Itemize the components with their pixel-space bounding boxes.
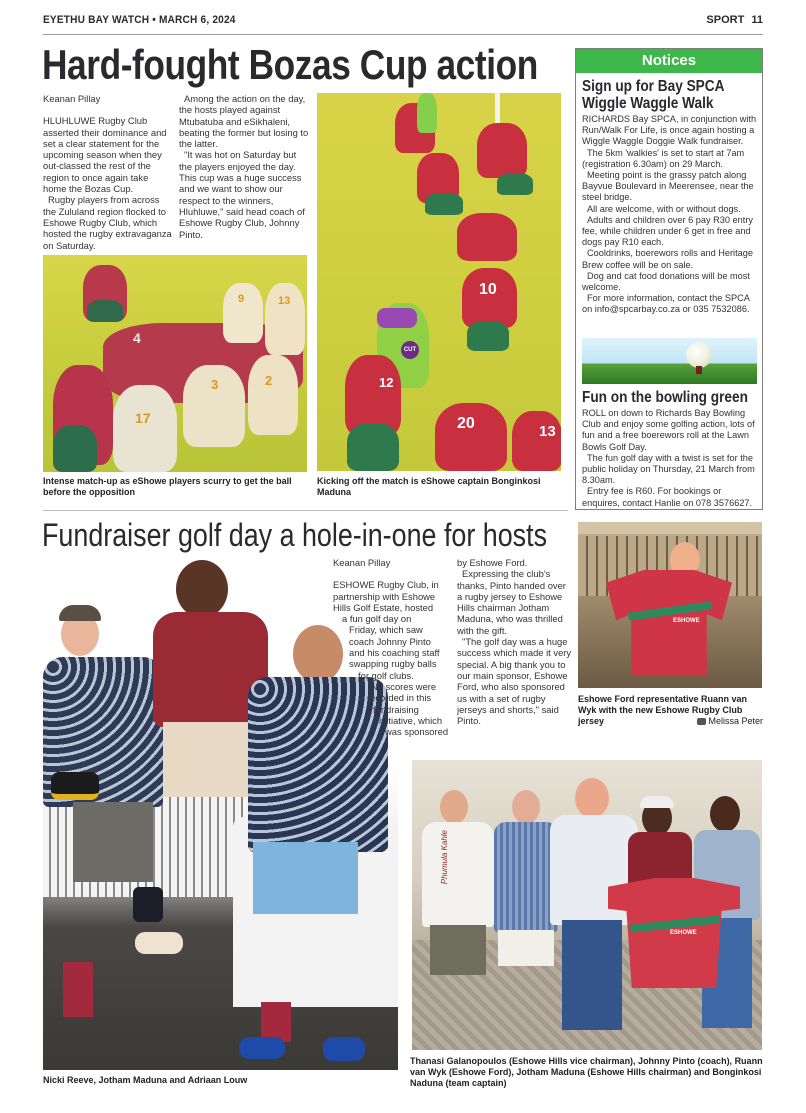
story2-paragraph: "The golf day was a huge success which made it very special. A big thank you to our main sponsor, Eshowe Ford, who also sponsored us with a set of rugby jerseys and shorts," said Pinto.: [457, 636, 572, 727]
story2-line: was sponsored: [385, 726, 449, 738]
photo-kickoff-caption: Kicking off the match is eShowe captain Bonginkosi Maduna: [317, 476, 541, 497]
person-shorts: [73, 802, 153, 882]
notice-paragraph: The 5km 'walkies' is set to start at 7am (registration 6.30am) on 29 March.: [582, 147, 745, 169]
player-figure: [417, 93, 437, 133]
jersey-number: 2: [265, 373, 273, 388]
person-shoe: [133, 887, 163, 922]
player-figure: [497, 173, 533, 195]
notices-header: Notices: [576, 49, 762, 73]
person-head: [440, 790, 468, 824]
story2-line: for golf clubs.: [358, 669, 414, 681]
notice-paragraph: Cooldrinks, boerewors rolls and Heritage Brew coffee will be on sale.: [582, 248, 753, 270]
folio-page-number: 11: [751, 14, 763, 26]
notice-spca-walk: [582, 78, 760, 316]
section-divider: [43, 510, 568, 511]
person-shoe: [135, 932, 183, 954]
person-cap: [640, 796, 674, 808]
jersey-number: 3: [211, 377, 219, 392]
jersey-number: 9: [238, 293, 245, 305]
person-shorts: [163, 722, 248, 797]
story1-paragraph: Among the action on the day, the hosts played against Mtubatuba and eSikhaleni, beating the former but losing to the latter.: [179, 93, 309, 150]
player-figure: [512, 411, 561, 471]
shirt-text: Phumula Kahle: [440, 830, 449, 885]
golf-ball-illustration: [582, 338, 757, 384]
photo-group-caption: Thanasi Galanopoulos (Eshowe Hills vice chairman), Johnny Pinto (coach), Ruann van Wyk (Eshowe Ford), Jotham Maduna (Eshowe Hills chairman) and Bonginkosi Naduna (team captain): [410, 1056, 763, 1088]
notice-paragraph: For more information, contact the SPCA on info@spcarbay.co.za or 035 7532086.: [582, 293, 750, 315]
story2-line: partnership with Eshowe: [333, 590, 436, 602]
notice-paragraph: The fun golf day with a twist is set for the public holiday on Thursday, 21 March from 8.30am.: [582, 452, 755, 486]
notice-spca-title-line2: Wiggle Waggle Walk: [582, 95, 714, 112]
story2-line: and his coaching staff: [349, 647, 440, 659]
person-head: [710, 796, 740, 832]
jersey-number: 10: [479, 281, 497, 298]
story2-line: fundraising: [373, 703, 419, 715]
story2-paragraph: by Eshowe Ford.: [457, 557, 528, 568]
person-head: [176, 560, 228, 618]
story1-column-1: [43, 93, 173, 251]
story2-line: Hills Golf Estate, hosted: [333, 601, 434, 613]
notice-paragraph: Adults and children over 6 pay R30 entry fee, while children under 6 get in free and dogs pay R10 each.: [582, 214, 753, 248]
photo-credit-name: Melissa Peter: [708, 716, 763, 726]
person-shorts: [430, 925, 486, 975]
photo-kickoff: [317, 93, 561, 471]
notice-paragraph: Dog and cat food donations will be most welcome.: [582, 270, 750, 293]
player-figure: [248, 355, 298, 435]
photo-credit: [697, 716, 763, 727]
story2-headline: Fundraiser golf day a hole-in-one for hosts: [42, 517, 548, 553]
person-head: [512, 790, 540, 824]
jersey-sponsor-text: ESHOWE: [673, 618, 700, 624]
player-figure: [53, 425, 97, 472]
player-figure: [435, 403, 507, 471]
story2-line: ESHOWE Rugby Club, in: [333, 579, 439, 591]
person-shorts: [498, 930, 554, 966]
notice-paragraph: Meeting point is the grassy patch along Bayvue Boulevard in Meerensee, near the steel bridge.: [582, 170, 754, 203]
golf-cap-held: [51, 772, 99, 800]
photo-group-jersey-handover: [412, 760, 762, 1050]
jersey-number: 20: [457, 415, 475, 432]
person-head: [575, 778, 609, 818]
person-cap: [59, 605, 101, 621]
jersey-number: 13: [278, 295, 291, 307]
jersey-number: 12: [379, 375, 394, 390]
golf-ball-icon: [686, 342, 712, 368]
notice-spca-body: [582, 114, 760, 316]
person-shirt: [422, 822, 494, 927]
player-figure: [113, 385, 177, 472]
story2-byline: Keanan Pillay: [333, 557, 391, 568]
referee-shoulder: [377, 308, 417, 328]
story2-line: Friday, which saw: [349, 624, 423, 636]
story1-paragraph: Rugby players from across the Zululand region flocked to Eshowe Rugby Club, which hosted the rugby extravaganza on Saturday.: [43, 194, 172, 251]
person-shoe: [323, 1037, 365, 1061]
story1-paragraph: "It was hot on Saturday but the players enjoyed the day. This cup was a huge success and we want to show our respect to the winners, Hluhluwe," said head coach of Eshowe Rugby Club, Johnny Pinto.: [179, 149, 305, 240]
notice-bowling-green: [582, 389, 760, 509]
person-shorts: [253, 842, 358, 914]
story1-byline: Keanan Pillay: [43, 93, 101, 104]
story2-paragraph: Expressing the club's thanks, Pinto handed over a rugby jersey to Eshowe Hills chairman Jotham Maduna, who was thrilled with the gift.: [457, 568, 566, 636]
pergola-beam: [578, 522, 762, 534]
story2-line: initiative, which: [379, 714, 443, 726]
notice-bowling-body: [582, 408, 760, 509]
player-kicker-shorts: [467, 321, 509, 351]
photo-new-jersey-caption: [578, 694, 763, 727]
photo-new-jersey: [578, 522, 762, 688]
photo-rugby-matchup-caption: Intense match-up as eShowe players scurry to get the ball before the opposition: [43, 476, 292, 497]
person-sock: [63, 962, 93, 1017]
person-shirt-checked: [494, 822, 558, 932]
person-sock: [261, 1002, 291, 1042]
story2-line: coach Johnny Pinto: [349, 635, 431, 647]
person-shoe: [239, 1037, 285, 1059]
photo-golf-day-trio-caption: Nicki Reeve, Jotham Maduna and Adriaan Louw: [43, 1075, 248, 1085]
notice-paragraph: RICHARDS Bay SPCA, in conjunction with Run/Walk For Life, is once again hosting a Wiggle Waggle Doggie Walk fundraiser.: [582, 114, 757, 147]
story2-line: a fun golf day on: [342, 613, 412, 625]
jersey-number: 17: [135, 410, 151, 426]
story2-column-1: [333, 557, 461, 737]
rugby-jersey: [606, 570, 732, 675]
notice-bowling-title: Fun on the bowling green: [582, 389, 748, 406]
photo-new-jersey-caption-text: Eshowe Ford representative Ruann van Wyk with the new Eshowe Rugby Club jersey: [578, 694, 748, 726]
camera-icon: [697, 718, 706, 725]
golf-tee-icon: [696, 366, 702, 374]
player-figure: [265, 283, 305, 355]
person-jeans: [562, 920, 622, 1030]
player-figure: [425, 193, 463, 215]
player-figure: [87, 300, 123, 322]
folio-publication-date: EYETHU BAY WATCH • MARCH 6, 2024: [43, 14, 236, 26]
notice-paragraph: Entry fee is R60. For bookings or enquires, contact Hanlie on 078 3576627.: [582, 486, 753, 508]
story2-line: No scores were: [371, 680, 437, 692]
notice-paragraph: ROLL on down to Richards Bay Bowling Club and enjoy some golfing action, lots of fun and a free boerewors roll at the Lawn Bowls Golf Day.: [582, 408, 755, 452]
player-figure: [477, 123, 527, 178]
referee-sponsor-badge: CUT: [401, 341, 419, 359]
notice-paragraph: All are welcome, with or without dogs.: [587, 203, 741, 214]
player-figure: [223, 283, 263, 343]
player-figure: [457, 213, 517, 261]
jersey-number: 13: [539, 423, 556, 440]
story2-line: recorded in this: [367, 692, 432, 704]
story1-column-2: [179, 93, 309, 240]
story1-headline: Hard-fought Bozas Cup action: [42, 41, 538, 88]
story2-line: swapping rugby balls: [349, 658, 437, 670]
jersey-sponsor-text: ESHOWE: [670, 930, 697, 936]
story2-column-2: [457, 557, 573, 726]
top-rule-divider: [43, 34, 763, 35]
player-figure: [347, 423, 399, 471]
story1-paragraph: HLUHLUWE Rugby Club asserted their dominance and set a clear statement for the upcoming season when they out-classed the rest of the region to once again take home the Bozas Cup.: [43, 115, 167, 195]
photo-rugby-matchup: [43, 255, 307, 472]
jersey-number: 4: [133, 330, 141, 346]
folio-section-page: [706, 14, 763, 26]
notice-spca-title-line1: Sign up for Bay SPCA: [582, 78, 725, 95]
folio-section: SPORT: [706, 14, 745, 26]
